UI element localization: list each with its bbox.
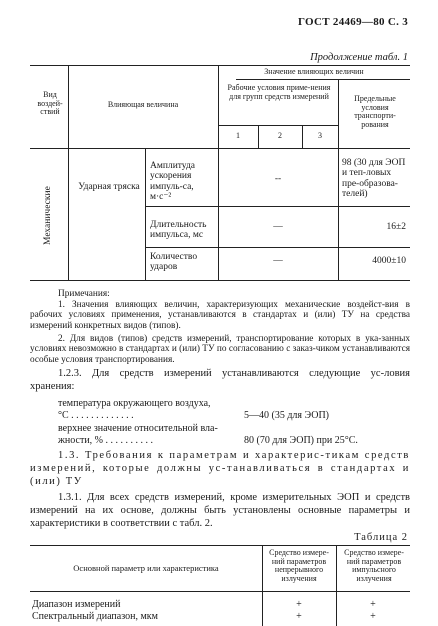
table-continuation-label: Продолжение табл. 1 [310,52,408,63]
row-quantity: Длительность импульса, мс [150,220,207,241]
rule [68,65,69,280]
table-row-pulse: + [370,611,376,622]
row-limit: 16±2 [386,222,406,232]
rule [30,65,410,66]
row-limit: 4000±10 [372,256,406,266]
page-header: ГОСТ 24469—80 С. 3 [297,16,408,28]
row-quantity: Амплитуда ускорения импуль-са, м·с⁻² [150,161,196,203]
rule [30,148,410,149]
col-param-header: Основной параметр или характеристика [73,563,219,573]
row-working: — [273,256,283,266]
rule [145,247,410,248]
rule [218,125,338,126]
col-pulse-header: Средство измере-ний параметров импульсного излучения [344,548,404,583]
rule [218,65,219,280]
rule [145,148,146,280]
rule [236,79,410,80]
storage-temp-value: 5—40 (35 для ЭОП) [244,410,330,421]
rule [30,280,410,281]
group-num: 2 [278,131,282,140]
notes-title: Примечания: [58,289,110,299]
storage-humidity-label: верхнее значение относительной вла- [58,423,218,434]
table-row-name: Спектральный диапазон, мкм [32,611,158,622]
col-cont-header: Средство измере-ний параметров непрерывного излучения [269,548,329,583]
col-quantity-header: Влияющая величина [107,100,179,109]
note-1: 1. Значения влияющих величин, характеризующих механические воздейст-вия в рабочих условиях применения, устанавливаются в стандартах и (или) ТУ на средства измерений конкретных видов (типов). [30,300,410,331]
rule [338,79,339,280]
rule [30,591,410,592]
kind-label: Механические [43,186,53,245]
row-working: — [273,222,283,232]
group-num: 3 [318,131,322,140]
row-working: -- [274,174,282,184]
col-working-header: Рабочие условия приме-нения для групп средств измерений [227,83,331,101]
storage-temp-label: температура окружающего воздуха, [58,398,211,409]
group-num: 1 [236,131,240,140]
rule [30,545,410,546]
table-row-pulse: + [370,599,376,610]
note-2: 2. Для видов (типов) средств измерений, транспортирование которых в ука-занных условиях невозможно в стандартах и (или) ТУ по согласованию с заказ-чиком устанавливаются особые условия транспортирования. [30,334,410,365]
table-row-name: Диапазон измерений [32,599,121,610]
col-limit-header: Предельные условия транспорти-рования [354,94,396,129]
rule [145,206,410,207]
table-2-caption: Таблица 2 [354,532,408,543]
row-quantity: Количество ударов [150,252,198,273]
table-row-cont: + [296,611,302,622]
col-values-header: Значение влияющих величин [264,67,364,76]
row-limit: 98 (30 для ЭОП и теп-ловых пре-образова-телей) [342,158,406,200]
storage-humidity-value: 80 (70 для ЭОП) при 25°С. [244,435,358,446]
storage-humidity-label-2: жности, % . . . . . . . . . . [58,435,153,446]
subgroup-label: Ударная тряска [78,182,140,192]
paragraph-1-2-3: 1.2.3. Для средств измерений устанавливаются следующие ус-ловия хранения: [30,368,410,392]
storage-temp-label-2: °С . . . . . . . . . . . . . [58,410,134,421]
table-row-cont: + [296,599,302,610]
paragraph-1-3-1: 1.3.1. Для всех средств измерений, кроме измерительных ЭОП и средств измерений на их основе, должны быть установлены основные параметры и характеристики в соответствии с табл. 2. [30,492,410,529]
col-kind-header: Вид воздей-ствий [37,90,63,117]
paragraph-1-3: 1.3. Требования к параметрам и характерис-тикам средств измерений, которые должны ус-танавливаться в стандартах и (или) ТУ [30,450,410,487]
